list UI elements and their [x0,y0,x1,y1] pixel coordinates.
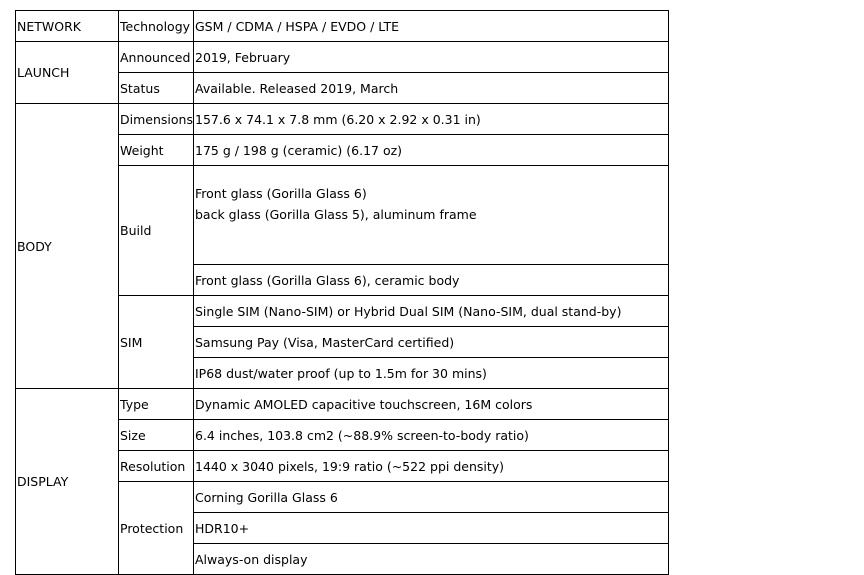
section-display: DISPLAY [16,389,119,575]
value-samsung-pay: Samsung Pay (Visa, MasterCard certified) [194,327,669,358]
value-announced: 2019, February [194,42,669,73]
label-announced: Announced [119,42,194,73]
section-body: BODY [16,104,119,389]
label-build: Build [119,166,194,296]
section-network: NETWORK [16,11,119,42]
table-row [16,104,669,135]
label-resolution: Resolution [119,451,194,482]
value-hdr: HDR10+ [194,513,669,544]
label-size: Size [119,420,194,451]
value-always-on: Always-on display [194,544,669,575]
label-protection: Protection [119,482,194,575]
label-sim: SIM [119,296,194,389]
value-build-glass [194,166,669,265]
label-weight: Weight [119,135,194,166]
table-row [16,42,669,73]
label-status: Status [119,73,194,104]
value-ip68: IP68 dust/water proof (up to 1.5m for 30 mins) [194,358,669,389]
value-sim: Single SIM (Nano-SIM) or Hybrid Dual SIM (Nano-SIM, dual stand-by) [194,296,669,327]
label-type: Type [119,389,194,420]
spec-table [15,10,669,575]
value-dimensions: 157.6 x 74.1 x 7.8 mm (6.20 x 2.92 x 0.31 in) [194,104,669,135]
value-technology: GSM / CDMA / HSPA / EVDO / LTE [194,11,669,42]
value-gorilla-glass: Corning Gorilla Glass 6 [194,482,669,513]
value-build-back-glass: back glass (Gorilla Glass 5), aluminum frame [195,207,477,222]
section-launch: LAUNCH [16,42,119,104]
label-dimensions: Dimensions [119,104,194,135]
value-resolution: 1440 x 3040 pixels, 19:9 ratio (~522 ppi density) [194,451,669,482]
value-build-front-glass: Front glass (Gorilla Glass 6) [195,186,367,201]
value-weight: 175 g / 198 g (ceramic) (6.17 oz) [194,135,669,166]
table-row [16,11,669,42]
value-type: Dynamic AMOLED capacitive touchscreen, 16M colors [194,389,669,420]
value-build-ceramic: Front glass (Gorilla Glass 6), ceramic body [194,265,669,296]
table-row [16,389,669,420]
value-status: Available. Released 2019, March [194,73,669,104]
label-technology: Technology [119,11,194,42]
value-size: 6.4 inches, 103.8 cm2 (~88.9% screen-to-body ratio) [194,420,669,451]
